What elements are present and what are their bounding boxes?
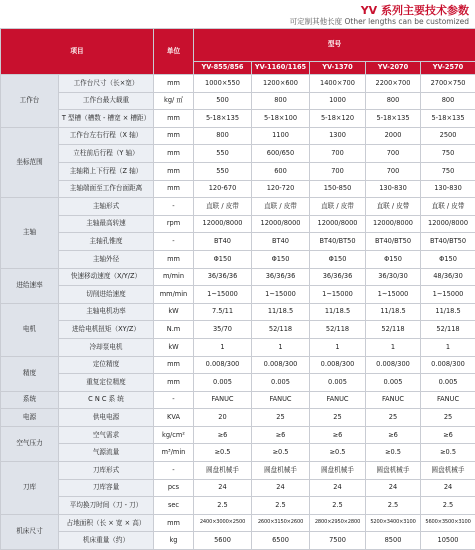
value-cell: 1~15000 [366, 286, 421, 304]
item-cell: 定位精度 [59, 356, 154, 374]
value-cell: 1~15000 [252, 286, 310, 304]
value-cell: 36/36/36 [194, 268, 252, 286]
value-cell: 0.005 [310, 374, 366, 392]
item-cell: 主轴箱上下行程（Z 轴） [59, 162, 154, 180]
item-cell: 重复定位精度 [59, 374, 154, 392]
value-cell: FANUC [366, 391, 421, 409]
value-cell: 直联 / 皮带 [366, 198, 421, 216]
value-cell: 52/118 [252, 321, 310, 339]
item-cell: 主轴电机功率 [59, 303, 154, 321]
unit-cell: - [154, 233, 194, 251]
value-cell: 750 [421, 162, 475, 180]
table-row [1, 286, 475, 304]
value-cell: 11/18.5 [421, 303, 475, 321]
value-cell: 1 [252, 338, 310, 356]
table-row [1, 374, 475, 392]
value-cell: 0.005 [194, 374, 252, 392]
value-cell: 1400×700 [310, 75, 366, 93]
table-row [1, 462, 475, 480]
item-cell: 立柱前后行程（Y 轴） [59, 145, 154, 163]
value-cell: 25 [421, 409, 475, 427]
value-cell: 0.008/300 [366, 356, 421, 374]
value-cell: 5600 [194, 532, 252, 550]
value-cell: ≥6 [194, 426, 252, 444]
value-cell: 24 [310, 479, 366, 497]
unit-cell: KVA [154, 409, 194, 427]
table-row [1, 268, 475, 286]
value-cell: BT40 [194, 233, 252, 251]
category-cell: 系统 [1, 391, 59, 409]
item-cell: 刀库形式 [59, 462, 154, 480]
item-cell: 工作台尺寸（长×宽） [59, 75, 154, 93]
value-cell: 0.005 [252, 374, 310, 392]
item-cell: 空气需求 [59, 426, 154, 444]
value-cell: 600/650 [252, 145, 310, 163]
unit-cell: kW [154, 303, 194, 321]
value-cell: 1300 [310, 127, 366, 145]
value-cell: 24 [421, 479, 475, 497]
item-cell: 刀库容量 [59, 479, 154, 497]
table-row [1, 162, 475, 180]
value-cell: 7500 [310, 532, 366, 550]
header-model: YV-1370 [310, 62, 366, 75]
table-row [1, 233, 475, 251]
header-model-group: 型号 [194, 29, 475, 62]
value-cell: ≥6 [366, 426, 421, 444]
value-cell: 11/18.5 [310, 303, 366, 321]
value-cell: 500 [194, 92, 252, 110]
item-cell: 主轴最高转速 [59, 215, 154, 233]
value-cell: 700 [366, 145, 421, 163]
unit-cell: kg/ ㎡ [154, 92, 194, 110]
value-cell: 700 [310, 162, 366, 180]
header-model: YV-2570 [421, 62, 475, 75]
table-row [1, 532, 475, 550]
item-cell: 平均换刀时间（刀 - 刀） [59, 497, 154, 515]
value-cell: BT40/BT50 [421, 233, 475, 251]
unit-cell: mm [154, 250, 194, 268]
value-cell: 12000/8000 [252, 215, 310, 233]
header-model: YV-1160/1165 [252, 62, 310, 75]
spec-table [0, 28, 475, 550]
table-row [1, 338, 475, 356]
value-cell: 6500 [252, 532, 310, 550]
value-cell: 36/30/30 [366, 268, 421, 286]
value-cell: Φ150 [421, 250, 475, 268]
value-cell: 24 [366, 479, 421, 497]
unit-cell: rpm [154, 215, 194, 233]
table-row [1, 321, 475, 339]
table-row [1, 75, 475, 93]
value-cell: 2700×750 [421, 75, 475, 93]
value-cell: 圆盘机械手 [310, 462, 366, 480]
table-row [1, 198, 475, 216]
spec-body [1, 75, 475, 550]
unit-cell: m³/min [154, 444, 194, 462]
value-cell: 0.008/300 [421, 356, 475, 374]
value-cell: 直联 / 皮带 [252, 198, 310, 216]
value-cell: 35/70 [194, 321, 252, 339]
table-row [1, 250, 475, 268]
unit-cell: - [154, 391, 194, 409]
item-cell: 供电电源 [59, 409, 154, 427]
unit-cell: - [154, 198, 194, 216]
unit-cell: sec [154, 497, 194, 515]
item-cell: 工作台左右行程（X 轴） [59, 127, 154, 145]
value-cell: 0.005 [366, 374, 421, 392]
unit-cell: mm/min [154, 286, 194, 304]
value-cell: 5-18×100 [252, 110, 310, 128]
unit-cell: kW [154, 338, 194, 356]
category-cell: 坐标范围 [1, 127, 59, 197]
value-cell: 12000/8000 [194, 215, 252, 233]
item-cell: 主轴外径 [59, 250, 154, 268]
value-cell: Φ150 [252, 250, 310, 268]
value-cell: 130-830 [421, 180, 475, 198]
value-cell: 800 [366, 92, 421, 110]
category-cell: 空气压力 [1, 426, 59, 461]
value-cell: 2.5 [252, 497, 310, 515]
value-cell: FANUC [310, 391, 366, 409]
value-cell: ≥6 [310, 426, 366, 444]
unit-cell: N.m [154, 321, 194, 339]
table-row [1, 110, 475, 128]
value-cell: 36/36/36 [252, 268, 310, 286]
value-cell: 0.008/300 [310, 356, 366, 374]
item-cell: 主轴端面至工作台面距离 [59, 180, 154, 198]
value-cell: 2800×2950×2800 [310, 514, 366, 532]
table-row [1, 215, 475, 233]
table-row [1, 303, 475, 321]
unit-cell: kg/cm² [154, 426, 194, 444]
unit-cell: mm [154, 162, 194, 180]
value-cell: 7.5/11 [194, 303, 252, 321]
value-cell: 圆盘机械手 [252, 462, 310, 480]
item-cell: 切削进给速度 [59, 286, 154, 304]
value-cell: 52/118 [366, 321, 421, 339]
value-cell: 700 [310, 145, 366, 163]
value-cell: 20 [194, 409, 252, 427]
category-cell: 主轴 [1, 198, 59, 268]
category-cell: 机床尺寸 [1, 514, 59, 549]
value-cell: 5200×3400×3100 [366, 514, 421, 532]
item-cell: 进给电机扭矩（XY/Z） [59, 321, 154, 339]
value-cell: 120-720 [252, 180, 310, 198]
unit-cell: mm [154, 374, 194, 392]
header-item: 项目 [1, 29, 154, 75]
value-cell: 25 [310, 409, 366, 427]
value-cell: FANUC [421, 391, 475, 409]
value-cell: 10500 [421, 532, 475, 550]
header-unit: 单位 [154, 29, 194, 75]
value-cell: 1200×600 [252, 75, 310, 93]
unit-cell: - [154, 462, 194, 480]
value-cell: 8500 [366, 532, 421, 550]
value-cell: 800 [252, 92, 310, 110]
value-cell: 48/36/30 [421, 268, 475, 286]
value-cell: 2200×700 [366, 75, 421, 93]
value-cell: 2.5 [194, 497, 252, 515]
header-model: YV-855/856 [194, 62, 252, 75]
value-cell: 52/118 [421, 321, 475, 339]
table-row [1, 444, 475, 462]
table-row [1, 127, 475, 145]
value-cell: 2400×3000×2500 [194, 514, 252, 532]
header-model: YV-2070 [366, 62, 421, 75]
category-cell: 电源 [1, 409, 59, 427]
value-cell: 1000 [310, 92, 366, 110]
page-subtitle: 可定制其他长度 Other lengths can be customized [289, 17, 469, 26]
value-cell: 52/118 [310, 321, 366, 339]
value-cell: 120-670 [194, 180, 252, 198]
category-cell: 精度 [1, 356, 59, 391]
value-cell: FANUC [252, 391, 310, 409]
value-cell: 0.005 [421, 374, 475, 392]
value-cell: 11/18.5 [252, 303, 310, 321]
value-cell: 5-18×135 [194, 110, 252, 128]
value-cell: 5-18×135 [421, 110, 475, 128]
value-cell: 550 [194, 162, 252, 180]
value-cell: 550 [194, 145, 252, 163]
value-cell: 12000/8000 [310, 215, 366, 233]
value-cell: ≥0.5 [310, 444, 366, 462]
value-cell: 2000 [366, 127, 421, 145]
value-cell: 2500 [421, 127, 475, 145]
item-cell: C N C 系 统 [59, 391, 154, 409]
value-cell: ≥0.5 [421, 444, 475, 462]
value-cell: BT40/BT50 [366, 233, 421, 251]
item-cell: 冷却泵电机 [59, 338, 154, 356]
table-row [1, 145, 475, 163]
item-cell: 工作台最大载重 [59, 92, 154, 110]
value-cell: 2.5 [310, 497, 366, 515]
value-cell: FANUC [194, 391, 252, 409]
value-cell: ≥0.5 [194, 444, 252, 462]
value-cell: 24 [252, 479, 310, 497]
table-row [1, 356, 475, 374]
table-row [1, 180, 475, 198]
table-row [1, 391, 475, 409]
value-cell: 700 [366, 162, 421, 180]
value-cell: 1~15000 [310, 286, 366, 304]
unit-cell: mm [154, 145, 194, 163]
value-cell: 直联 / 皮带 [421, 198, 475, 216]
item-cell: 主轴孔锥度 [59, 233, 154, 251]
value-cell: 25 [366, 409, 421, 427]
category-cell: 电机 [1, 303, 59, 356]
value-cell: BT40/BT50 [310, 233, 366, 251]
value-cell: 圆盘机械手 [421, 462, 475, 480]
unit-cell: kg [154, 532, 194, 550]
value-cell: 800 [194, 127, 252, 145]
category-cell: 进给速率 [1, 268, 59, 303]
unit-cell: mm [154, 356, 194, 374]
value-cell: 750 [421, 145, 475, 163]
value-cell: 2600×3150×2600 [252, 514, 310, 532]
value-cell: 800 [421, 92, 475, 110]
unit-cell: mm [154, 75, 194, 93]
item-cell: 气源流量 [59, 444, 154, 462]
value-cell: 12000/8000 [421, 215, 475, 233]
value-cell: 2.5 [366, 497, 421, 515]
value-cell: 130-830 [366, 180, 421, 198]
value-cell: 25 [252, 409, 310, 427]
value-cell: 圆盘机械手 [366, 462, 421, 480]
unit-cell: mm [154, 110, 194, 128]
value-cell: 1 [421, 338, 475, 356]
value-cell: 直联 / 皮带 [310, 198, 366, 216]
table-row [1, 479, 475, 497]
value-cell: 36/36/36 [310, 268, 366, 286]
table-row [1, 426, 475, 444]
value-cell: ≥6 [421, 426, 475, 444]
value-cell: ≥0.5 [366, 444, 421, 462]
unit-cell: pcs [154, 479, 194, 497]
value-cell: 5-18×120 [310, 110, 366, 128]
table-row [1, 92, 475, 110]
unit-cell: mm [154, 180, 194, 198]
category-cell: 刀库 [1, 462, 59, 515]
value-cell: 1000×550 [194, 75, 252, 93]
value-cell: Φ150 [366, 250, 421, 268]
value-cell: 圆盘机械手 [194, 462, 252, 480]
value-cell: 1~15000 [421, 286, 475, 304]
value-cell: 1~15000 [194, 286, 252, 304]
category-cell: 工作台 [1, 75, 59, 128]
value-cell: ≥0.5 [252, 444, 310, 462]
value-cell: 1 [366, 338, 421, 356]
item-cell: 主轴形式 [59, 198, 154, 216]
value-cell: 5600×3500×3100 [421, 514, 475, 532]
value-cell: 2.5 [421, 497, 475, 515]
value-cell: 12000/8000 [366, 215, 421, 233]
value-cell: 1100 [252, 127, 310, 145]
item-cell: 占地面积（长 × 宽 × 高） [59, 514, 154, 532]
item-cell: T 型槽（槽数 - 槽宽 × 槽距） [59, 110, 154, 128]
item-cell: 快速移动速度（X/Y/Z） [59, 268, 154, 286]
table-row [1, 514, 475, 532]
value-cell: ≥6 [252, 426, 310, 444]
value-cell: Φ150 [310, 250, 366, 268]
value-cell: 0.008/300 [252, 356, 310, 374]
item-cell: 机床重量（约） [59, 532, 154, 550]
value-cell: 11/18.5 [366, 303, 421, 321]
value-cell: 24 [194, 479, 252, 497]
value-cell: Φ150 [194, 250, 252, 268]
page-title: YV 系列主要技术参数 [360, 4, 469, 17]
value-cell: 1 [310, 338, 366, 356]
value-cell: BT40 [252, 233, 310, 251]
value-cell: 0.008/300 [194, 356, 252, 374]
value-cell: 直联 / 皮带 [194, 198, 252, 216]
table-row [1, 409, 475, 427]
value-cell: 600 [252, 162, 310, 180]
value-cell: 150-850 [310, 180, 366, 198]
unit-cell: m/min [154, 268, 194, 286]
unit-cell: mm [154, 127, 194, 145]
unit-cell: mm [154, 514, 194, 532]
table-row [1, 497, 475, 515]
value-cell: 5-18×135 [366, 110, 421, 128]
value-cell: 1 [194, 338, 252, 356]
